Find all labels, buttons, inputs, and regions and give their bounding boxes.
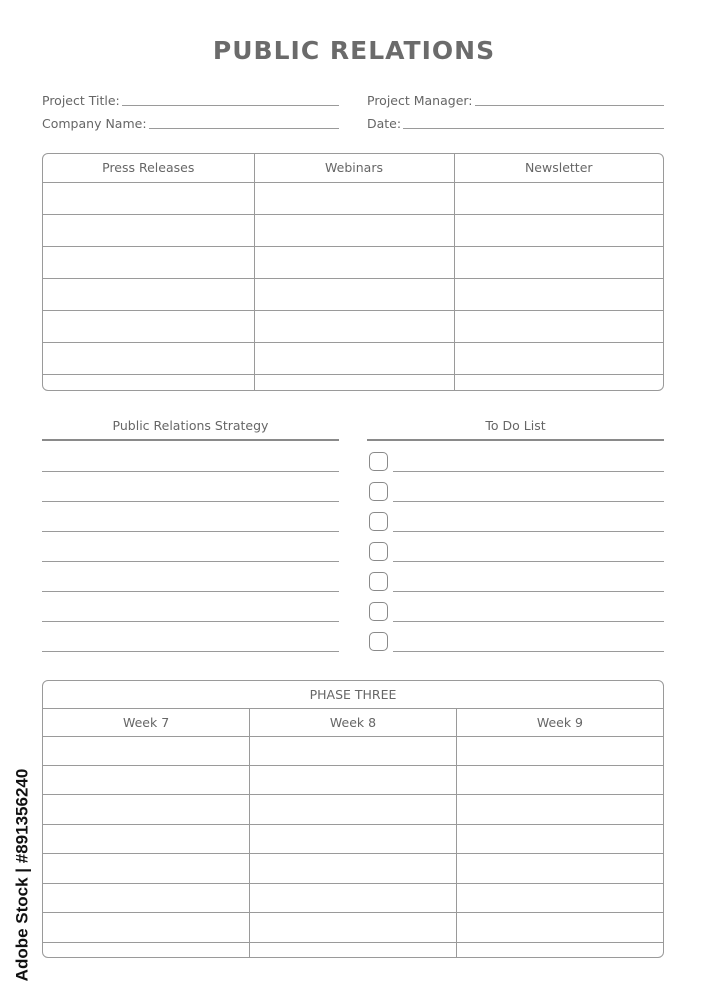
table-row [43, 374, 663, 390]
phase-header-week-8: Week 8 [250, 708, 457, 736]
table-cell[interactable] [456, 736, 663, 765]
table-cell[interactable] [250, 942, 457, 957]
todo-line[interactable] [393, 621, 664, 622]
table-cell[interactable] [454, 310, 663, 342]
table-cell[interactable] [43, 883, 250, 912]
strategy-line[interactable] [42, 621, 339, 622]
project-title-field[interactable] [42, 88, 339, 108]
project-manager-line[interactable] [475, 105, 664, 106]
table-cell[interactable] [250, 824, 457, 853]
table-row [43, 182, 663, 214]
table-cell[interactable] [254, 182, 454, 214]
project-manager-field[interactable] [367, 88, 664, 108]
table-cell[interactable] [43, 736, 250, 765]
todo-line[interactable] [393, 501, 664, 502]
table-cell[interactable] [456, 765, 663, 794]
company-name-line[interactable] [149, 128, 339, 129]
table-row [43, 342, 663, 374]
table-cell[interactable] [250, 854, 457, 883]
table-row [43, 736, 663, 765]
table-cell[interactable] [250, 736, 457, 765]
page-title: PUBLIC RELATIONS [212, 36, 496, 65]
table-cell[interactable] [254, 246, 454, 278]
table-cell[interactable] [454, 374, 663, 390]
todo-heading: To Do List [367, 418, 664, 441]
strategy-line[interactable] [42, 651, 339, 652]
table-cell[interactable] [43, 214, 254, 246]
date-label: Date: [367, 116, 402, 131]
channels-header-newsletter: Newsletter [454, 154, 663, 182]
todo-line[interactable] [393, 651, 664, 652]
table-row [43, 824, 663, 853]
phase-header-week-7: Week 7 [43, 708, 250, 736]
table-cell[interactable] [254, 214, 454, 246]
todo-checkbox[interactable] [369, 542, 388, 561]
project-title-line[interactable] [122, 105, 339, 106]
table-row [43, 795, 663, 824]
table-cell[interactable] [43, 765, 250, 794]
table-cell[interactable] [250, 913, 457, 942]
watermark-text: Adobe Stock | #891356240 [12, 768, 31, 982]
date-line[interactable] [403, 128, 664, 129]
table-cell[interactable] [254, 278, 454, 310]
strategy-line[interactable] [42, 531, 339, 532]
table-cell[interactable] [43, 278, 254, 310]
todo-line[interactable] [393, 591, 664, 592]
table-cell[interactable] [250, 765, 457, 794]
table-cell[interactable] [43, 182, 254, 214]
table-cell[interactable] [454, 246, 663, 278]
todo-line[interactable] [393, 471, 664, 472]
table-row [43, 278, 663, 310]
table-cell[interactable] [254, 310, 454, 342]
todo-checkbox[interactable] [369, 512, 388, 531]
todo-checkbox[interactable] [369, 452, 388, 471]
table-cell[interactable] [254, 374, 454, 390]
date-field[interactable] [367, 111, 664, 131]
company-name-label: Company Name: [42, 116, 147, 131]
project-manager-label: Project Manager: [367, 93, 473, 108]
table-row [43, 765, 663, 794]
todo-line[interactable] [393, 531, 664, 532]
table-row [43, 246, 663, 278]
table-cell[interactable] [454, 214, 663, 246]
todo-checkbox[interactable] [369, 632, 388, 651]
channels-header-webinars: Webinars [254, 154, 454, 182]
phase-table [42, 680, 664, 958]
table-cell[interactable] [43, 310, 254, 342]
strategy-line[interactable] [42, 561, 339, 562]
table-cell[interactable] [43, 824, 250, 853]
strategy-line[interactable] [42, 471, 339, 472]
table-cell[interactable] [456, 942, 663, 957]
table-cell[interactable] [454, 342, 663, 374]
table-cell[interactable] [43, 854, 250, 883]
todo-line[interactable] [393, 561, 664, 562]
table-row [43, 214, 663, 246]
table-cell[interactable] [456, 854, 663, 883]
strategy-line[interactable] [42, 591, 339, 592]
table-cell[interactable] [250, 883, 457, 912]
project-title-label: Project Title: [42, 93, 120, 108]
table-cell[interactable] [454, 182, 663, 214]
strategy-line[interactable] [42, 501, 339, 502]
company-name-field[interactable] [42, 111, 339, 131]
phase-header-week-9: Week 9 [456, 708, 663, 736]
watermark [8, 760, 36, 990]
table-cell[interactable] [43, 942, 250, 957]
table-cell[interactable] [254, 342, 454, 374]
table-cell[interactable] [43, 342, 254, 374]
channels-header-press-releases: Press Releases [43, 154, 254, 182]
todo-checkbox[interactable] [369, 572, 388, 591]
todo-checkbox[interactable] [369, 482, 388, 501]
table-row [43, 913, 663, 942]
table-cell[interactable] [43, 374, 254, 390]
strategy-heading: Public Relations Strategy [42, 418, 339, 441]
table-cell[interactable] [43, 795, 250, 824]
table-cell[interactable] [456, 824, 663, 853]
table-cell[interactable] [454, 278, 663, 310]
todo-checkbox[interactable] [369, 602, 388, 621]
table-row [43, 942, 663, 957]
table-row [43, 310, 663, 342]
table-cell[interactable] [43, 246, 254, 278]
table-cell[interactable] [43, 913, 250, 942]
phase-title: PHASE THREE [43, 681, 663, 708]
table-row [43, 854, 663, 883]
channels-table [42, 153, 664, 391]
table-cell[interactable] [456, 795, 663, 824]
table-cell[interactable] [456, 883, 663, 912]
table-row [43, 883, 663, 912]
table-cell[interactable] [250, 795, 457, 824]
table-cell[interactable] [456, 913, 663, 942]
